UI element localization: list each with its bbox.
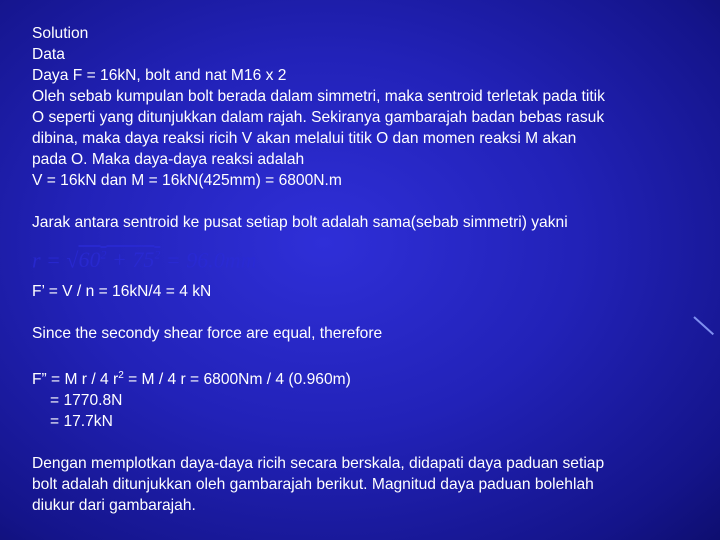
radicand-b: + 75 — [106, 247, 155, 273]
spacer — [32, 302, 712, 323]
closing-line: Dengan memplotkan daya-daya ricih secara berskala, didapati daya paduan setiap — [32, 455, 605, 473]
closing-line: bolt adalah ditunjukkan oleh gambarajah berikut. Magnitud daya paduan bolehlah — [32, 476, 594, 494]
secondary-shear-line — [32, 365, 712, 390]
paragraph-line: pada O. Maka daya-daya reaksi adalah — [32, 151, 305, 168]
heading-solution: Solution — [32, 25, 89, 42]
exponent-b: 2 — [154, 248, 161, 262]
radical-sign: √ — [66, 247, 79, 273]
paragraph-line: O seperti yang ditunjukkan dalam rajah. Sekiranya gambarajah badan bebas rasuk — [32, 109, 605, 126]
paragraph-line: dibina, maka daya reaksi ricih V akan melalui titik O dan momen reaksi M akan — [32, 130, 577, 147]
spacer — [32, 432, 712, 453]
primary-shear-line: F’ = V / n = 16kN/4 = 4 kN — [32, 283, 212, 300]
result-newton: = 1770.8N — [50, 392, 123, 410]
exponent-a: 2 — [100, 248, 107, 262]
heading-data: Data — [32, 46, 65, 63]
formula-radicand — [79, 247, 161, 272]
radius-formula — [32, 242, 712, 273]
formula-result: = 96.0mm — [160, 247, 257, 273]
secondary-shear-exp: 2 — [118, 370, 124, 381]
distance-statement: Jarak antara sentroid ke pusat setiap bolt adalah sama(sebab simmetri) yakni — [32, 214, 568, 231]
result-kilonewton: = 17.7kN — [50, 413, 113, 431]
given-force: Daya F = 16kN, bolt and nat M16 x 2 — [32, 67, 287, 84]
secondary-shear-a: F” = M r / 4 r — [32, 371, 119, 389]
spacer — [32, 344, 712, 365]
slide-body — [32, 23, 712, 516]
closing-line: diukur dari gambarajah. — [32, 497, 196, 515]
spacer — [32, 191, 712, 212]
reaction-values: V = 16kN dan M = 16kN(425mm) = 6800N.m — [32, 172, 342, 189]
secondary-shear-b: = M / 4 r = 6800Nm / 4 (0.960m) — [123, 371, 351, 389]
radicand-a: 60 — [78, 247, 101, 273]
paragraph-line: Oleh sebab kumpulan bolt berada dalam simmetri, maka sentroid terletak pada titik — [32, 88, 605, 105]
formula-lhs: r = — [32, 247, 67, 273]
since-statement: Since the secondy shear force are equal, therefore — [32, 325, 383, 342]
